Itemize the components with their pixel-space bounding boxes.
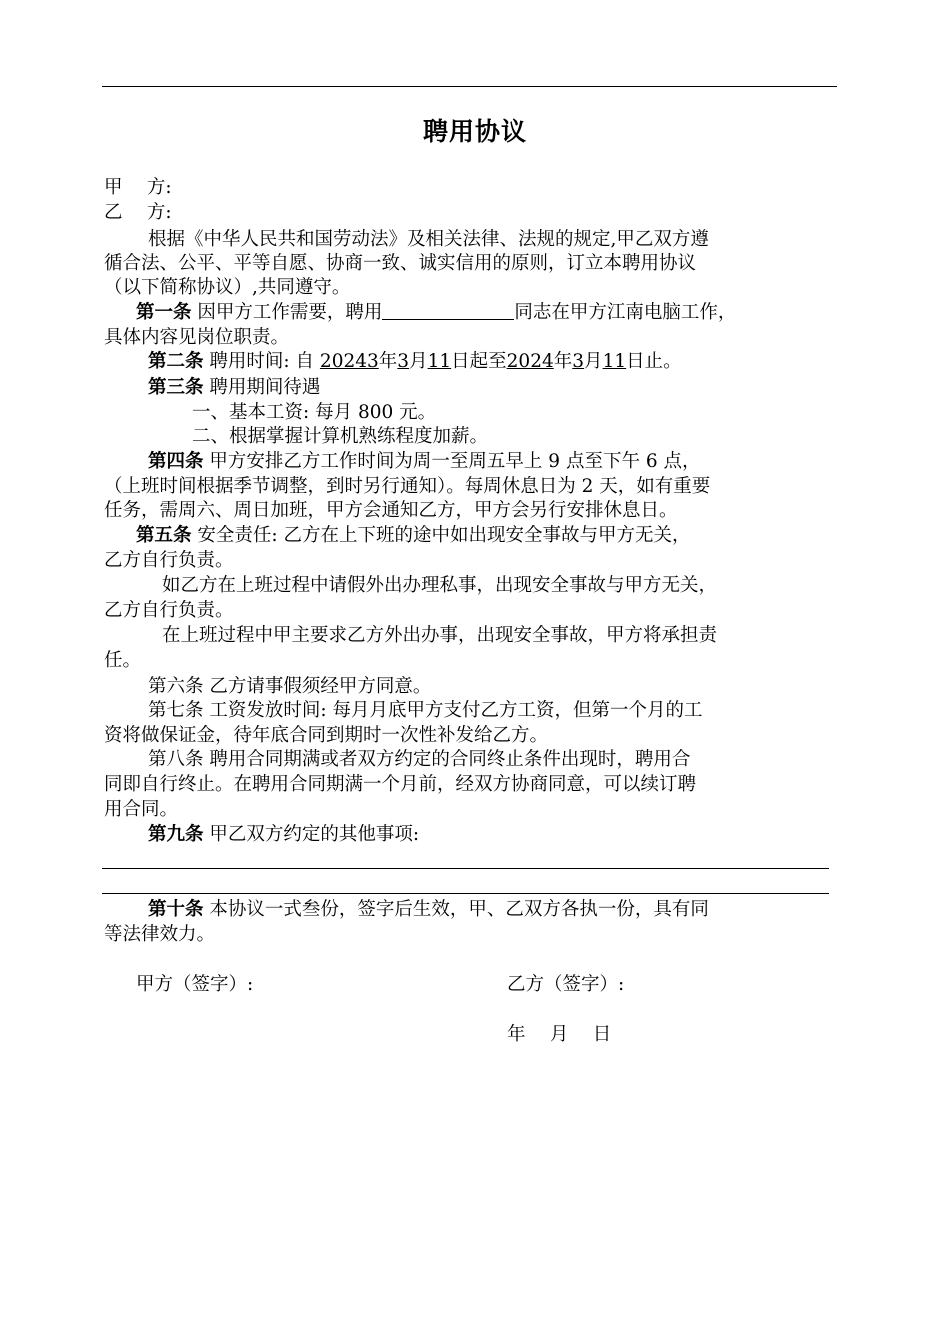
article-7-heading: 第七条 (148, 700, 204, 721)
blank-line-1[interactable] (102, 868, 829, 869)
year-char: 年 (378, 351, 398, 372)
article-5-line-6: 任。 (104, 650, 142, 671)
article-1-text-b: 同志在甲方江南电脑工作， (514, 302, 737, 323)
article-5-line-2: 乙方自行负责。 (104, 550, 234, 571)
end-month: 3 (572, 351, 585, 372)
article-1 (136, 301, 736, 325)
party-b-signature[interactable]: 乙方（签字）: (507, 974, 625, 995)
article-9-heading: 第九条 (148, 824, 204, 845)
month-char-2: 月 (584, 351, 603, 372)
article-4 (148, 450, 700, 474)
article-1-text-a: 因甲方工作需要，聘用 (197, 302, 383, 323)
article-3-item-2: 二、根据掌握计算机熟练程度加薪。 (192, 426, 489, 447)
article-8-heading: 第八条 (148, 749, 204, 770)
start-year: 20243 (319, 351, 379, 372)
article-7-line-1: 工资发放时间: 每月月底甲方支付乙方工资，但第一个月的工 (209, 700, 703, 721)
article-10-heading: 第十条 (148, 899, 204, 920)
article-6-heading: 第六条 (148, 676, 204, 697)
article-9 (148, 823, 419, 847)
article-5-line-3: 如乙方在上班过程中请假外出办理私事，出现安全事故与甲方无关， (162, 575, 718, 596)
end-year: 2024 (506, 351, 554, 372)
article-6-text: 乙方请事假须经甲方同意。 (209, 676, 432, 697)
article-4-line-2: （上班时间根据季节调整，到时另行通知）。每周休息日为 2 天，如有重要 (104, 476, 711, 497)
article-4-line-3: 任务，需周六、周日加班，甲方会通知乙方，甲方会另行安排休息日。 (104, 500, 678, 521)
article-2-mid: 日起至 (451, 351, 507, 372)
preamble-line-1: 根据《中华人民共和国劳动法》及相关法律、法规的规定,甲乙双方遵 (148, 229, 709, 250)
month-char: 月 (409, 351, 428, 372)
article-10 (148, 898, 709, 922)
signature-date[interactable]: 年 月 日 (507, 1024, 612, 1045)
article-4-heading: 第四条 (148, 451, 204, 472)
preamble-line-3: （以下简称协议）,共同遵守。 (104, 277, 351, 298)
article-8-line-2: 同即自行终止。在聘用合同期满一个月前，经双方协商同意，可以续订聘 (104, 774, 697, 795)
article-5-heading: 第五条 (136, 525, 192, 546)
article-2 (148, 350, 682, 374)
article-10-line-2: 等法律效力。 (104, 924, 216, 945)
article-10-line-1: 本协议一式叁份，签字后生效，甲、乙双方各执一份，具有同 (209, 899, 709, 920)
start-month: 3 (397, 351, 410, 372)
start-day: 11 (427, 351, 452, 372)
name-blank[interactable] (382, 301, 514, 320)
article-1-line-2: 具体内容见岗位职责。 (104, 327, 290, 348)
article-3-heading: 第三条 (148, 377, 204, 398)
article-6 (148, 675, 431, 699)
party-a-signature[interactable]: 甲方（签字）: (136, 974, 254, 995)
year-char-2: 年 (553, 351, 573, 372)
article-4-line-1: 甲方安排乙方工作时间为周一至周五早上 9 点至下午 6 点， (209, 451, 701, 472)
party-b-label: 乙 方: (104, 202, 172, 223)
article-2-heading: 第二条 (148, 351, 204, 372)
end-day: 11 (602, 351, 627, 372)
article-7 (148, 699, 703, 723)
article-5-line-5: 在上班过程中甲主要求乙方外出办事，出现安全事故，甲方将承担责 (162, 625, 718, 646)
preamble-line-2: 循合法、公平、平等自愿、协商一致、诚实信用的原则，订立本聘用协议 (104, 253, 697, 274)
article-5-line-1: 安全责任: 乙方在上下班的途中如出现安全事故与甲方无关， (197, 525, 691, 546)
document-title: 聘用协议 (422, 117, 527, 146)
article-3-text: 聘用期间待遇 (209, 377, 321, 398)
article-8-line-1: 聘用合同期满或者双方约定的合同终止条件出现时，聘用合 (209, 749, 691, 770)
top-rule (102, 86, 837, 87)
article-5-line-4: 乙方自行负责。 (104, 600, 234, 621)
blank-line-2[interactable] (102, 893, 829, 894)
article-8 (148, 748, 690, 772)
party-a-label: 甲 方: (104, 177, 172, 198)
article-2-suffix: 日止。 (626, 351, 682, 372)
article-3-item-1: 一、基本工资: 每月 800 元。 (192, 402, 437, 423)
article-5 (136, 524, 691, 548)
article-3 (148, 376, 320, 400)
article-7-line-2: 资将做保证金，待年底合同到期时一次性补发给乙方。 (104, 725, 549, 746)
article-9-text: 甲乙双方约定的其他事项: (209, 824, 420, 845)
article-2-prefix: 聘用时间: 自 (209, 351, 315, 372)
article-1-heading: 第一条 (136, 302, 192, 323)
article-8-line-3: 用合同。 (104, 799, 179, 820)
